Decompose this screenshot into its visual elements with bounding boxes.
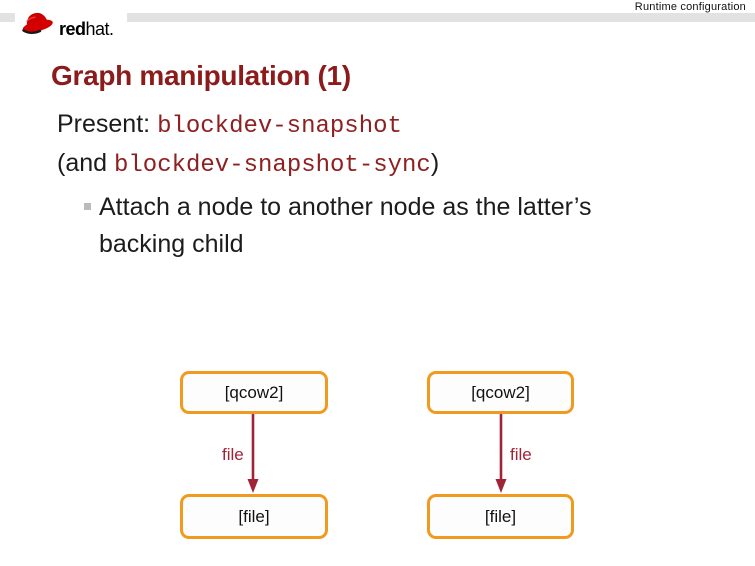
and-code: blockdev-snapshot-sync <box>113 152 431 179</box>
intro-paragraph <box>57 106 717 184</box>
bullet-item <box>84 189 674 263</box>
logo-word-red: red <box>59 19 86 39</box>
section-label: Runtime configuration <box>634 1 746 13</box>
node-file-right: [file] <box>427 494 574 539</box>
redhat-logo <box>15 3 127 41</box>
node-qcow2-left: [qcow2] <box>180 371 328 414</box>
redhat-wordmark <box>59 19 114 40</box>
logo-word-hat: hat <box>85 19 110 39</box>
logo-word-period: . <box>109 19 114 39</box>
present-code: blockdev-snapshot <box>157 113 402 140</box>
edge-arrow-left <box>245 414 261 495</box>
node-file-left: [file] <box>180 494 328 539</box>
bullet-text: Attach a node to another node as the latter’s backing child <box>99 193 592 258</box>
square-bullet-icon <box>84 203 91 210</box>
page-title: Graph manipulation (1) <box>51 60 351 91</box>
edge-label-right: file <box>510 445 532 464</box>
and-close: ) <box>430 149 440 177</box>
node-qcow2-right: [qcow2] <box>427 371 574 414</box>
and-open: (and <box>57 149 114 177</box>
present-label: Present: <box>57 110 158 138</box>
edge-arrow-right <box>493 414 509 495</box>
edge-label-left: file <box>222 445 244 464</box>
redhat-fedora-icon <box>19 5 55 44</box>
